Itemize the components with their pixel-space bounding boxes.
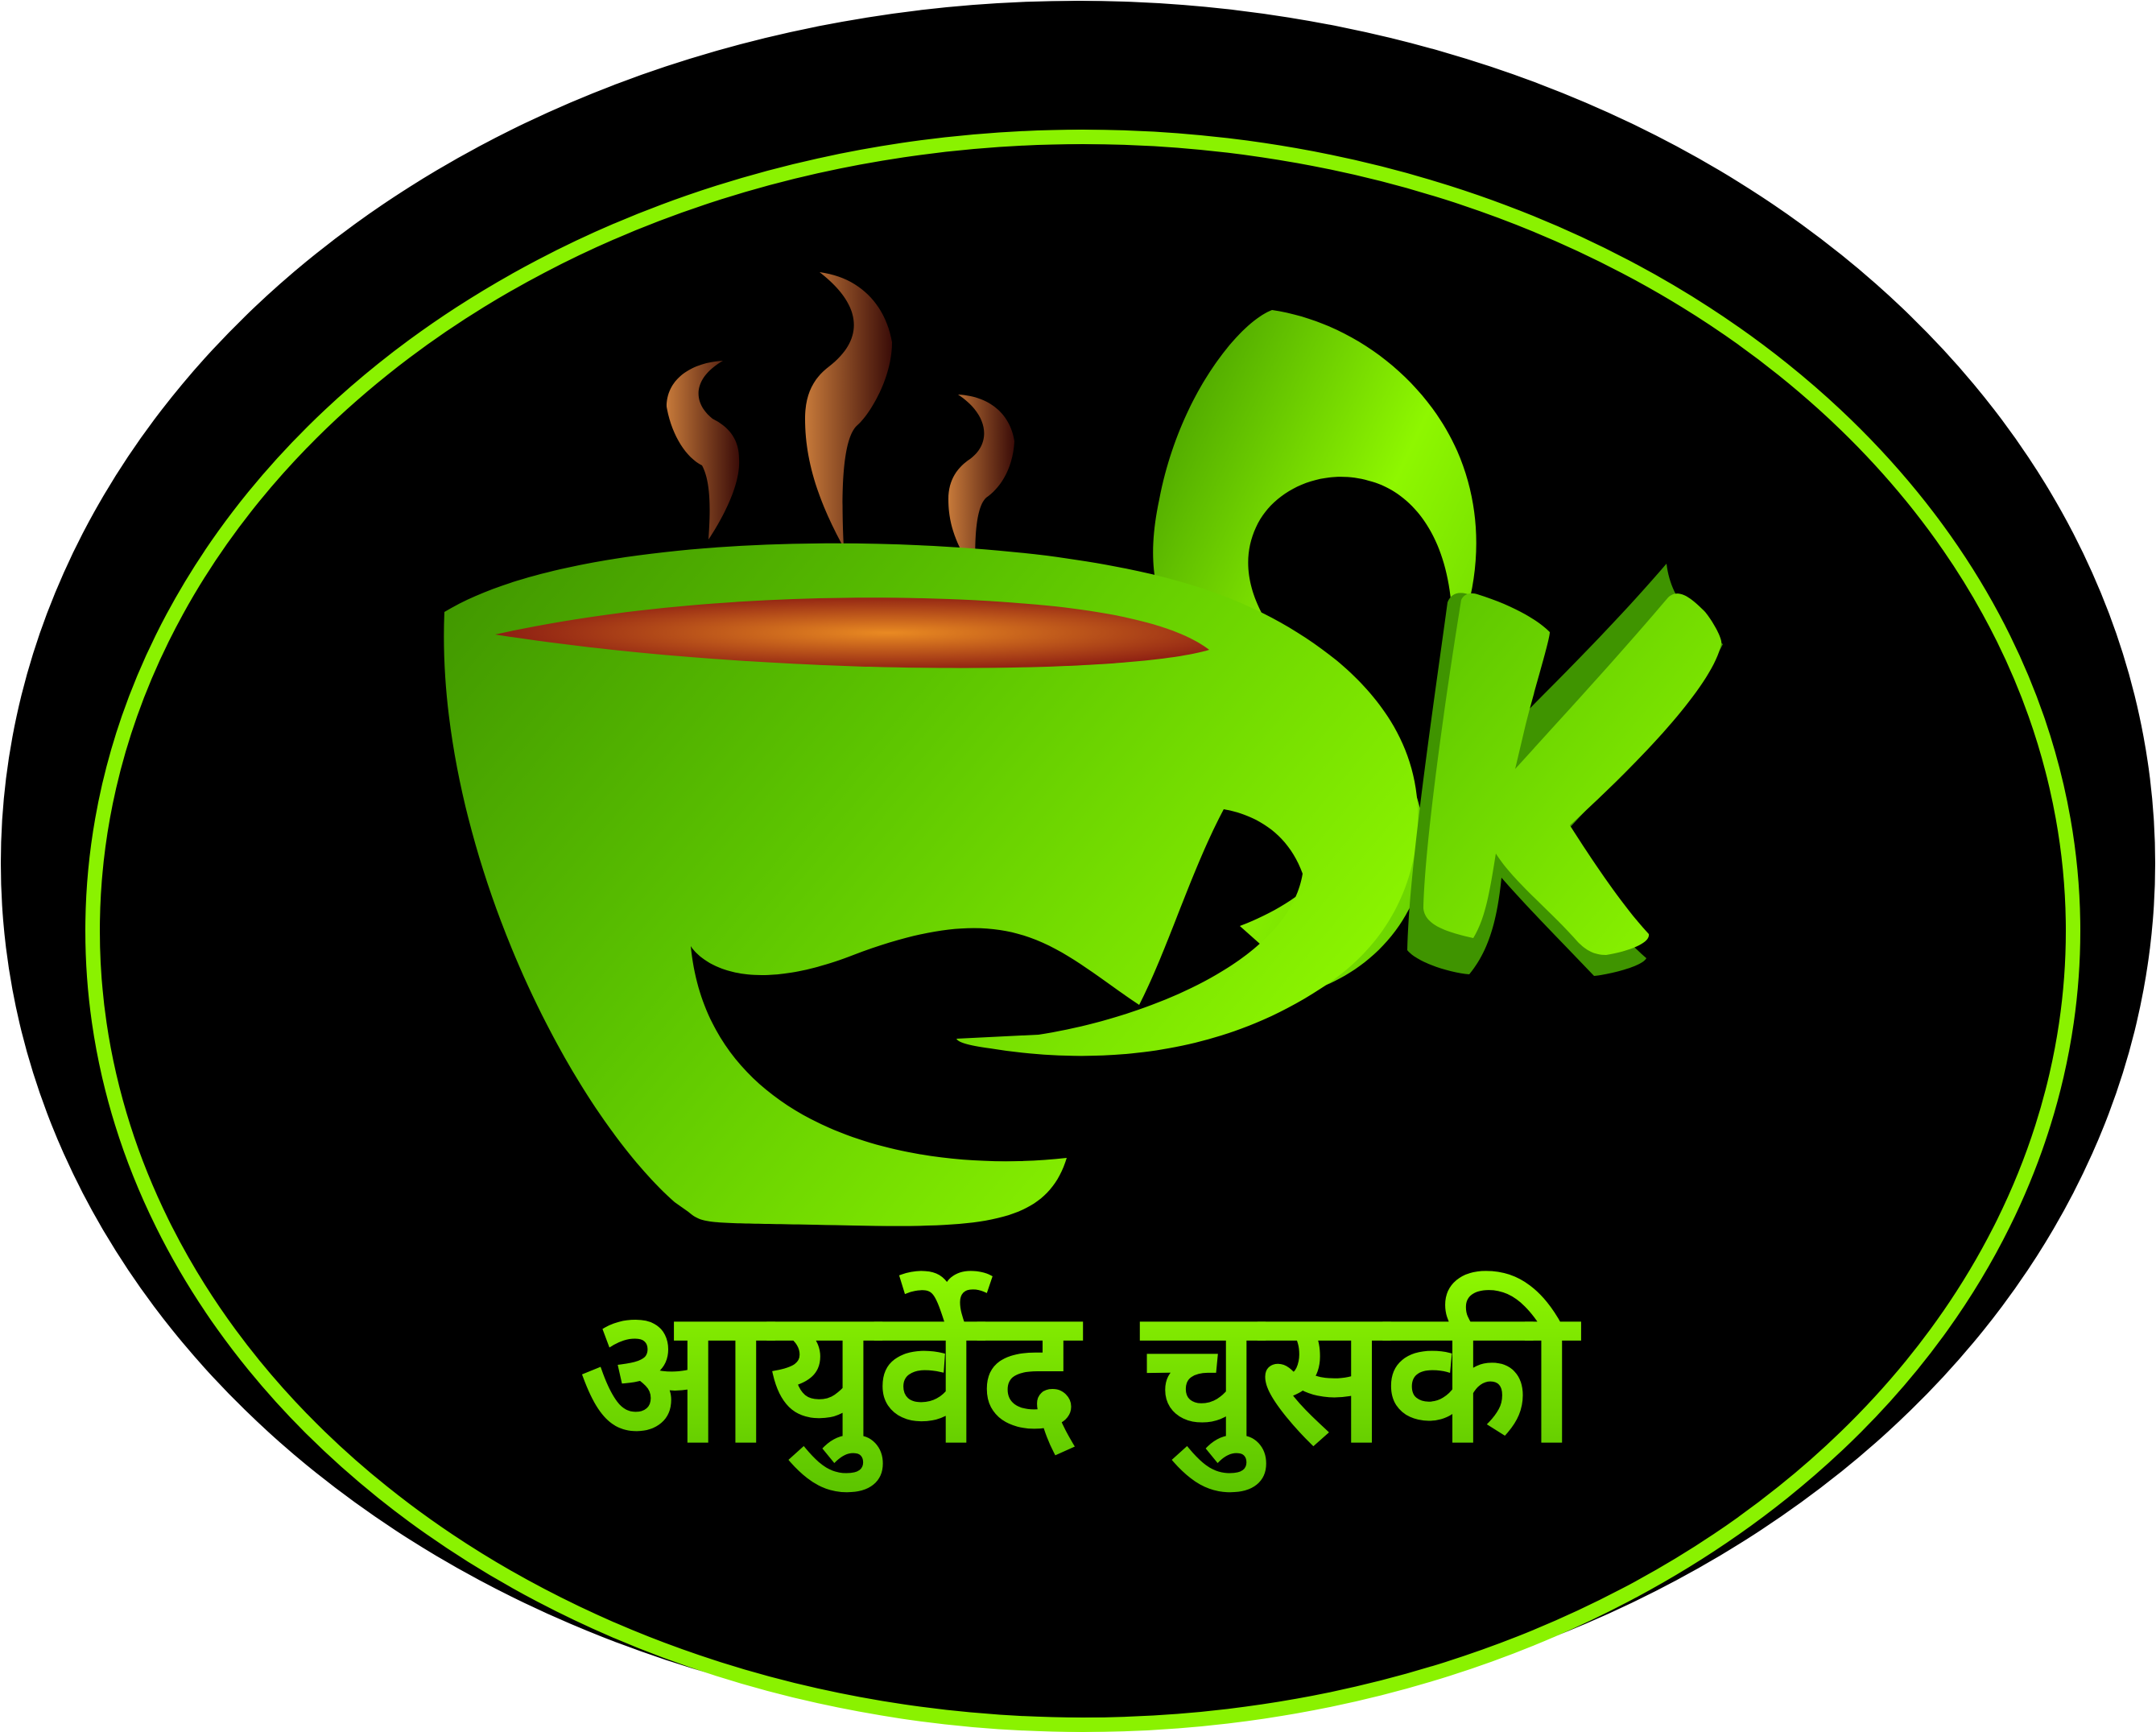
brand-name-hindi: आयुर्वेद चुसकी — [580, 1269, 1576, 1484]
